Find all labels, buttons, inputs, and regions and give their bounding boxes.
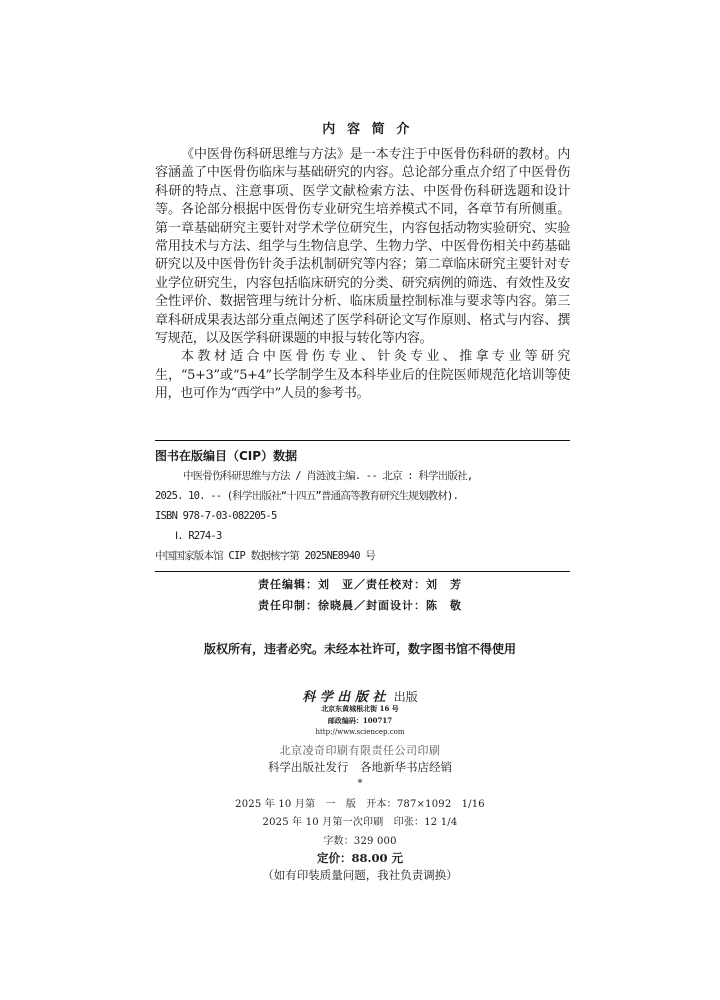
publisher-postcode: 邮政编码：100717 (327, 716, 393, 725)
quality-note: （如有印装质量问题，我社负责调换） (262, 868, 458, 882)
cip-line-series: 2025. 10. -- (科学出版社“十四五”普通高等教育研究生规划教材). (155, 490, 459, 502)
cip-bottom-rule (155, 571, 570, 572)
cip-line-isbn: ISBN 978-7-03-082205-5 (155, 510, 277, 522)
staff-production: 责任印制：徐晓晨／封面设计：陈 敬 (258, 599, 462, 612)
summary-paragraph-2: 本教材适合中医骨伤专业、针灸专业、推拿专业等研究生，“5+3”或“5+4”长学制学生及本科毕业后的住院医师规范化培训等使用，也可作为“西学中”人员的参考书。 (155, 349, 570, 402)
publisher-suffix: 出版 (393, 690, 418, 704)
summary-paragraph-1: 《中医骨伤科研思维与方法》是一本专注于中医骨伤科研的教材。内容涵盖了中医骨伤临床与基础研究的内容。总论部分重点介绍了中医骨伤科研的特点、注意事项、医学文献检索方法、中医骨伤科研选题和设计等。各论部分根据中医骨伤专业研究生培养模式不同，各章节有所侧重。第一章基础研究主要针对学术学位研究生，内容包括动物实验研究、实验常用技术与方法、组学与生物信息学、生物力学、中医骨伤相关中药基础研究以及中医骨伤针灸手法机制研究等内容；第二章临床研究主要针对专业学位研究生，内容包括临床研究的分类、研究病例的筛选、有效性及安全性评价、数据管理与统计分析、临床质量控制标准与要求等内容。第三章科研成果表达部分重点阐述了医学科研论文写作原则、格式与内容、撰写规范，以及医学科研课题的申报与转化等内容。 (155, 147, 570, 347)
cip-heading: 图书在版编目（CIP）数据 (155, 449, 298, 463)
cip-line-classification: Ⅰ. R274-3 (175, 530, 222, 542)
staff-editors: 责任编辑：刘 亚／责任校对：刘 芳 (258, 578, 462, 591)
page-title: 内容简介 (322, 122, 422, 137)
copyright-notice: 版权所有，违者必究。未经本社许可，数字图书馆不得使用 (203, 642, 516, 656)
distribution-line: 科学出版社发行 各地新华书店经销 (268, 760, 452, 774)
separator-star: * (357, 778, 363, 789)
cip-line-title: 中医骨伤科研思维与方法 / 肖涟波主编. -- 北京 : 科学出版社, (183, 470, 473, 482)
wordcount-line: 字数：329 000 (323, 836, 397, 847)
publisher-address: 北京东黄城根北街 16 号 (321, 704, 399, 713)
cip-block (155, 466, 575, 566)
summary-text (155, 146, 570, 404)
publisher-line (0, 686, 720, 705)
publisher-logo-text: 科学出版社 (302, 690, 390, 705)
publisher-website: http://www.sciencep.com (315, 728, 405, 736)
cip-line-number: 中国国家版本馆 CIP 数据核字第 2025NE8940 号 (155, 550, 375, 562)
edition-line: 2025 年 10 月第 一 版 开本：787×1092 1/16 (235, 799, 485, 810)
printer-line: 北京凌奇印刷有限责任公司印刷 (279, 744, 441, 757)
cip-top-rule (155, 440, 570, 441)
price-line: 定价：88.00 元 (316, 851, 403, 865)
printing-line: 2025 年 10 月第一次印刷 印张：12 1/4 (262, 817, 458, 828)
